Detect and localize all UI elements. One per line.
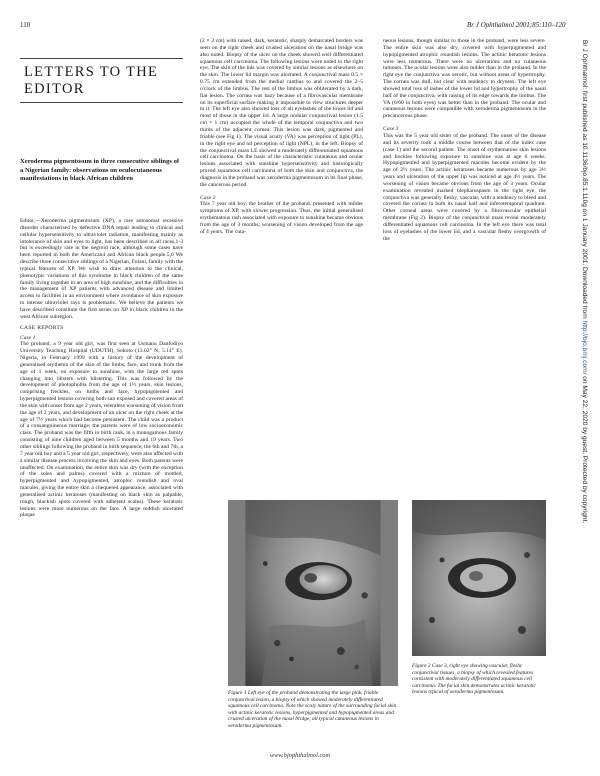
side-notice-link[interactable]: http://bjo.bmj.com/ <box>581 320 588 375</box>
side-notice-suffix: on May 22, 2020 by guest. Protected by copyright. <box>581 374 588 524</box>
side-notice-prefix: Br J Ophthalmol: first published as 10.1136/bjo.85.1.110g on 1 January 2001. Downloaded from <box>581 40 588 321</box>
case-reports-heading: CASE REPORTS <box>20 324 64 331</box>
case-3-paragraph: This was the 5 year old sister of the proband. The onset of the disease and its severity took a middle course between that of the index case (case 1) and the second patient. The onset of erythematous skin lesions and freckles following exposure to sunshine was at age 6 weeks. Hypopigmented and hyperpigmented macules become evident by the age of 2½ years. The actinic keratoses became numerous by age 3½ years and ulceration of the upper lip was noticed at age 4½ years. The worsening of vision became obvious from the age of 3 years. Ocular examination revealed marked blepharospasm in the right eye, the conjunctiva was generally fleshy, vascular, with a tendency to bleed and covered the cornea in both its nasal half and inferotemporal quadrant. Other corneal areas were covered by a fibrovascular epithelial membrane (Fig 2). Biopsy of the conjunctival mass reveal moderately differentiated squamous cell carcinoma. In the left eye there was total loss of eyelashes of the lower lid, and a vascular fleshy overgrowth of the <box>383 132 546 242</box>
case-1-paragraph-a: The proband, a 9 year old girl, was first seen at Usmanu Danfodiyo University Teaching Hospital (UDUTH), Sokoto (13.02° N, 5.14° E), Nigeria, in February 1999 with a history of the development of generalised erythema of the skin of the limbs, face, and trunk from the age of 1 week, on exposure to sunshine, with the large red spots changing into blisters with blistering. This was followed by the development of photophobia from the age of 1½ years, skin lesions, comprising freckles, on limbs and face, hypopigmented and hyperpigmented lesions covering both sun exposed and covered areas of the skin with onset from age 2 years, relentless worsening of vision from the age of 2 years, and development of an ulcer on the right cheek at the age of 7½ years which had become persistent. The child was a product of a consanguineous marriage; the parents were of low socioeconomic class. The proband was the fifth in birth rank, in a monogamous family consisting of nine children aged between 5 months and 19 years. Two other siblings following the proband in birth sequence, the 6th and 7th, a 7 year old boy and a 5 year old girl, respectively, were also affected with a similar disease process involving the skin and eyes. Both parents were unaffected. On examination, the entire skin was dry (with the exception of the soles and palms) covered with a mixture of mottled, hyperpigmented and hypopigmented, atrophic roundish and oval macules, giving the entire skin a chequered appearance, associated with generalised actinic keratoses (manifesting on black skin as palpable, rough, blackish spots covered with adherent scales). These keratotic lesions were more numerous on the face. A large reddish ulcerated plaque <box>20 341 183 519</box>
page-number: 110 <box>20 21 31 29</box>
section-title: LETTERS TO THE EDITOR <box>24 64 159 97</box>
figure-1-image <box>228 500 398 686</box>
section-heading-block <box>20 58 183 103</box>
journal-citation: Br J Ophthalmol 2001;85:110–120 <box>467 21 566 29</box>
column-1 <box>20 218 183 746</box>
column-2 <box>200 38 363 494</box>
bottom-rule <box>20 102 183 103</box>
figure-1-photo <box>228 500 398 686</box>
article-title: Xeroderma pigmentosum in three consecutive siblings of a Nigerian family: observations on oculocutaneous manifestations in black African children <box>20 158 180 182</box>
footer-url[interactable]: www.bjophthalmol.com <box>269 752 331 759</box>
figure-2-photo <box>412 500 546 656</box>
case-2-paragraph-b: neous lesions, though similar to those in the proband, were less severe. The entire skin was also dry, covered with hyperpigmented and hypopigmented atrophic roundish lesions. The actinic keratotic lesions were less numerous. There were no ulcerations and no cutaneous tumours. The ocular lesions were also milder than in the proband. In the right eye the conjunctiva was xerotic, but without areas of hypertrophy. The cornea was dull, but clear with tendency to dryness. The left eye showed total loss of lashes of the lower lid and hypertrophy of the nasal half of the conjunctiva, with raising of its edge towards the limbus. The VA (6/60 in both eyes) was better than in the proband. The ocular and cutaneous lesions were compatible with xeroderma pigmentosum in the precancerous phase. <box>383 38 546 120</box>
column-3 <box>383 38 546 494</box>
case-1-heading: Case 1 <box>20 334 36 341</box>
case-2-paragraph-a: This 7 year old boy, the brother of the proband, presented with milder symptoms of XP, with slower progression. Thus, the initial generalised erythematous rash associated with exposure to sunshine became obvious from the age of 3 months; worsening of vision developed from the age of 4 years. The cuta- <box>200 201 363 235</box>
figure-1-caption: Figure 1 Left eye of the proband demonstrating the large pink, friable conjunctival lesion, a biopsy of which showed moderately differentiated squamous cell carcinoma. Note the scaly nature of the surrounding facial skin with actinic keratotic lesions, hyperpigmented and hypopigmented areas and crusted ulceration of the nasal bridge, all typical cutaneous lesions in xeroderma pigmentosum. <box>228 690 397 729</box>
figure-2-image <box>412 500 546 656</box>
case-3-heading: Case 3 <box>383 126 399 133</box>
case-2-heading: Case 2 <box>200 194 216 201</box>
case-1-paragraph-b: (2 × 2 cm) with raised, dark, keratotic, sharply demarcated borders was seen on the right cheek and crusted ulceration on the nasal bridge was also noted. Biopsy of the ulcer on the cheek showed well differentiated squamous cell carcinoma. The following lesions were noted in the right eye. The skin of the lids was covered by similar lesions as elsewhere on the skin. The lower lid margin was ulcerated. A conjunctival mass 0.5 × 0.75 cm extended from the medial canthus to and covered the 2–5 o'clock of the limbus. The rest of the limbus was obliterated by a dark, flat lesion. The cornea was hazy because of a fibrovascular membrane on its superficial surface making it impossible to view structures deeper to it. The left eye also showed loss of all eyelashes of the lower lid and most of those in the upper lid. A large nodular conjunctival lesion (1.5 cm × 1 cm) occupied the whole of the temporal conjunctiva and two thirds of the adjacent cornea. This lesion was dark, pigmented and friable (see Fig 1). The visual acuity (VA) was perception of light (PL), in the right eye and nil perception of light (NPL), in the left. Biopsy of the conjunctival mass LE showed a moderately differentiated squamous cell carcinoma. On the basis of the characteristic cutaneous and ocular lesions associated with sunshine hypersensitivity and histologically proved squamous cell carcinoma of both the skin and conjunctiva, the diagnosis in the proband was xeroderma pigmentosum in its final phase, the cancerous period. <box>200 38 363 188</box>
side-copyright-notice <box>574 40 588 740</box>
intro-paragraph: Editor,—Xeroderma pigmentosum (XP), a rare autosomal recessive disorder characterised by defective DNA repair leading to clinical and cellular hypersensitivity to ultraviolet radiation, manifesting mainly as intolerance of skin and eyes to light, has been described in all races,1-3 but is exceedingly rare in the negroid race, although some cases have been reported in both the American4 and African black people.5,6 We describe three consecutive siblings of a Nigerian, Fulani, family with the typical features of XP. We wish to draw attention to the clinical, phenotypic variations of this syndrome in black children of the same family living together in an area of high sunshine, and the difficulties in the management of XP patients with advanced disease and limited access to facilities in an environment where avoidance of skin exposure to intense ultraviolet rays is problematic. We believe the patients we have described constitute the first series on XP in black children in the west African subregion. <box>20 218 183 320</box>
figure-2-caption: Figure 2 Case 3, right eye showing vascular, fleshy conjunctival tissues, a biopsy of which revealed features consistent with moderately differentiated squamous cell carcinoma. The facial skin demonstrates actinic keratotic lesions typical of xeroderma pigmentosum. <box>412 663 536 695</box>
